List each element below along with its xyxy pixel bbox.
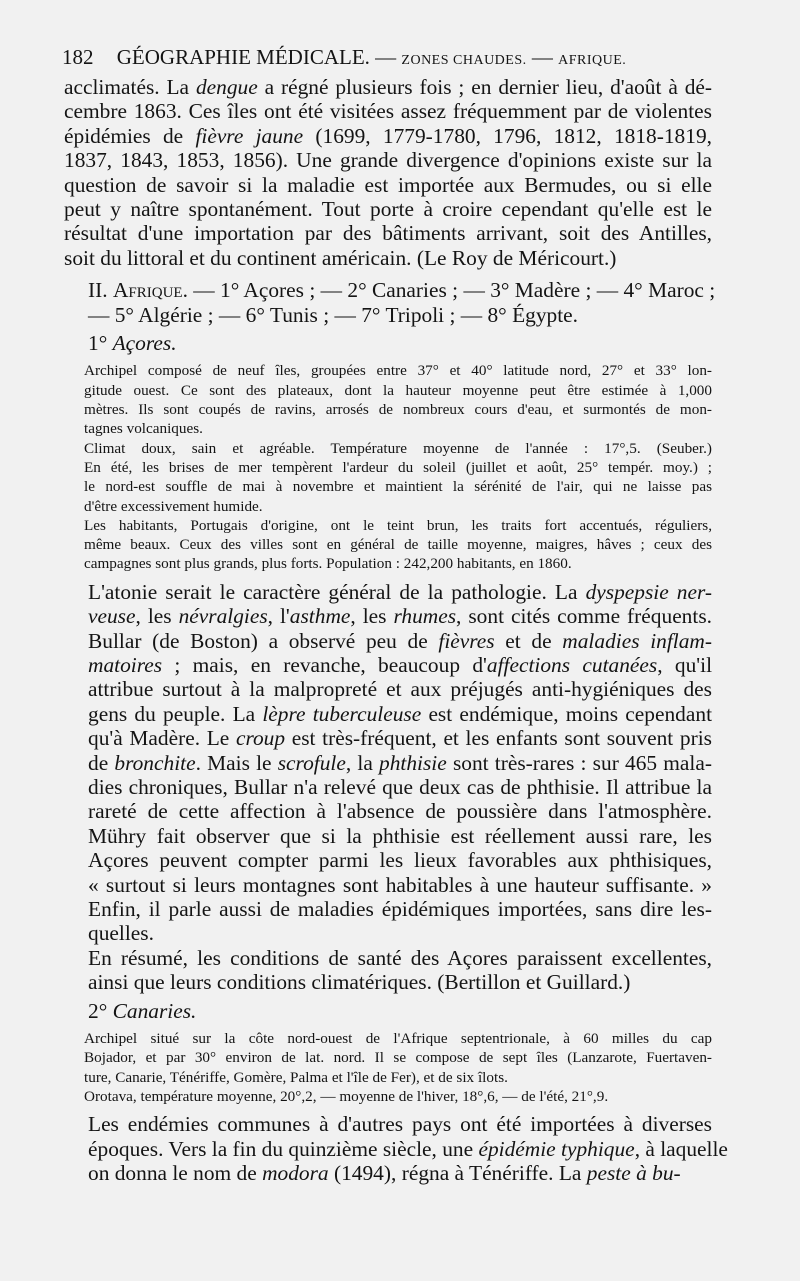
text-line <box>64 361 712 380</box>
text-run: époques. Vers la fin du quinzième siècle, une <box>88 1136 479 1161</box>
text-line <box>64 124 712 148</box>
text-line <box>64 400 712 419</box>
text-run: Enfin, il parle aussi de maladies épidémiques importées, sans dire les- <box>88 897 712 922</box>
italic-term: dengue <box>195 75 258 99</box>
text-line <box>64 629 712 653</box>
text-line <box>64 278 716 303</box>
italic-term: bronchite <box>114 750 196 775</box>
italic-term: Canaries. <box>112 998 197 1023</box>
text-line <box>64 1161 712 1185</box>
italic-term: asthme <box>289 604 351 629</box>
italic-term: fièvres <box>438 628 495 653</box>
text-line <box>64 921 712 945</box>
text-line <box>64 775 712 799</box>
italic-term: affections cutanées <box>486 652 658 677</box>
text-run: Climat doux, sain et agréable. Température moyenne de l'année : 17°,5. (Seuber.) <box>84 439 712 457</box>
section-title: Afrique. <box>112 278 188 303</box>
text-run: le nord-est souffle de mai à novembre et maintient la sérénité de l'air, qui ne laisse pas <box>84 478 712 496</box>
text-run: (1494), régna à Ténériffe. La <box>328 1161 587 1186</box>
text-run: on donna le nom de <box>88 1161 263 1186</box>
text-run: attribue surtout à la malpropreté et aux préjugés anti-hygiéniques des <box>88 677 712 702</box>
acores-inhabitants <box>64 516 712 574</box>
text-line <box>64 604 712 628</box>
text-line <box>64 303 712 327</box>
text-line <box>64 535 712 554</box>
text-run: , les <box>135 604 179 629</box>
text-line <box>64 75 712 99</box>
text-run: (1699, 1779-1780, 1796, 1812, 1818-1819, <box>303 123 712 148</box>
text-run: ainsi que leurs conditions climatériques. (Bertillon et Guillard.) <box>88 970 631 995</box>
text-run: Açores peuvent compter parmi les lieux favorables aux phthisiques, <box>88 848 712 873</box>
canaries-climate <box>64 1087 712 1106</box>
text-run: épidémies de <box>64 123 196 148</box>
bermudes-paragraph <box>64 75 712 270</box>
text-run: Orotava, température moyenne, 20°,2, — moyenne de l'hiver, 18°,6, — de l'été, 21°,9. <box>84 1087 609 1105</box>
text-run: . Mais le <box>195 750 278 775</box>
italic-term: fièvre jaune <box>195 123 304 148</box>
text-run: quelles. <box>88 921 154 946</box>
text-run: « surtout si leurs montagnes sont habitables à une hauteur suffisante. » <box>88 872 712 897</box>
text-run: est très-fréquent, et les enfants sont souvent pris <box>285 726 712 751</box>
page-number: 182 <box>62 45 94 69</box>
text-line <box>64 173 712 197</box>
text-line <box>64 1112 712 1136</box>
text-run: Les habitants, Portugais d'origine, ont le teint brun, les traits fort accentués, réguliers, <box>84 516 712 534</box>
acores-summary-paragraph <box>64 946 712 995</box>
text-run: Les endémies communes à d'autres pays ont été importées à diverses <box>88 1112 712 1137</box>
text-line <box>64 1068 712 1087</box>
italic-term: croup <box>235 726 286 751</box>
text-run: , la <box>345 750 380 775</box>
text-line <box>64 381 712 400</box>
text-run: rareté de cette affection à l'absence de poussière dans l'atmosphère. <box>88 799 712 824</box>
text-line <box>64 419 712 438</box>
text-run: tagnes volcaniques. <box>84 420 203 438</box>
region-label: AFRIQUE. <box>558 53 627 68</box>
header-separator: — <box>531 45 553 69</box>
text-line <box>64 197 712 221</box>
text-run: En été, les brises de mer tempèrent l'ardeur du soleil (juillet et août, 25° tempér. moy.) ; <box>84 458 712 476</box>
text-run: Archipel situé sur la côte nord-ouest de l'Afrique septentrionale, à 60 milles du cap <box>84 1030 712 1048</box>
text-line <box>64 246 712 270</box>
heading-line <box>64 999 712 1023</box>
text-line <box>64 946 712 970</box>
text-run: Archipel composé de neuf îles, groupées entre 37° et 40° latitude nord, 27° et 33° lon- <box>84 362 712 380</box>
text-run: II. <box>88 278 113 303</box>
italic-term: maladies inflam- <box>562 628 712 653</box>
text-run: gens du peuple. La <box>88 701 263 726</box>
text-run: soit du littoral et du continent américain. (Le Roy de Méricourt.) <box>64 245 617 270</box>
text-run: qu'à Madère. Le <box>88 726 236 751</box>
text-run: 2° <box>88 998 113 1023</box>
text-line <box>64 477 712 496</box>
text-line <box>64 148 712 172</box>
italic-term: veuse <box>88 604 136 629</box>
acores-pathology-paragraph <box>64 580 712 946</box>
text-run: mètres. Ils sont coupés de ravins, arrosés de nombreux cours d'eau, et surmontés de mon- <box>84 401 712 419</box>
text-run: et de <box>494 628 563 653</box>
text-run: ture, Canarie, Ténériffe, Gomère, Palma et l'île de Fer), et de six îlots. <box>84 1068 508 1086</box>
canaries-description <box>64 1029 712 1087</box>
text-run: résultat d'une importation par des bâtiments arrivant, soit des Antilles, <box>64 221 712 246</box>
text-run: campagnes sont plus grands, plus forts. Population : 242,200 habitants, en 1860. <box>84 555 572 573</box>
italic-term: épidémie typhique <box>478 1136 635 1161</box>
italic-term: modora <box>262 1161 329 1186</box>
text-run: question de savoir si la maladie est importée aux Bermudes, ou si elle <box>64 172 712 197</box>
text-run: a régné plusieurs fois ; en dernier lieu, d'août à dé- <box>257 75 713 99</box>
text-line <box>64 554 712 573</box>
acores-description <box>64 361 712 438</box>
text-line <box>64 799 712 823</box>
running-header <box>62 44 722 74</box>
italic-term: phthisie <box>379 750 447 775</box>
text-line <box>64 458 712 477</box>
text-run: d'être excessivement humide. <box>84 497 263 515</box>
text-line <box>64 497 712 516</box>
italic-term: matoires <box>88 652 163 677</box>
text-line <box>64 580 712 604</box>
text-run: gitude ouest. Ce sont des plateaux, dont la hauteur moyenne peut être estimée à 1,000 <box>84 381 712 399</box>
text-run: — 5° Algérie ; — 6° Tunis ; — 7° Tripoli ; — 8° Égypte. <box>88 302 579 327</box>
text-run: de <box>88 750 115 775</box>
text-line <box>64 1048 712 1067</box>
text-line <box>64 1136 728 1161</box>
text-line <box>64 824 712 848</box>
text-run: , les <box>350 604 394 629</box>
text-run: peut y naître spontanément. Tout porte à croire cependant qu'elle est le <box>64 197 712 222</box>
text-run: , qu'il <box>657 652 713 677</box>
text-run: ; mais, en revanche, beaucoup d' <box>162 652 487 677</box>
text-line <box>64 702 712 726</box>
page-body <box>64 75 728 1186</box>
text-run: acclimatés. La <box>64 75 196 99</box>
italic-term: rhumes <box>393 604 457 629</box>
header-separator: — <box>375 45 397 69</box>
text-line <box>64 848 712 872</box>
canaries-subheading <box>64 999 712 1023</box>
italic-term: dyspepsie ner- <box>585 579 713 604</box>
text-run: En résumé, les conditions de santé des Açores paraissent excellentes, <box>88 945 712 970</box>
text-line <box>64 653 712 677</box>
text-run: Mühry fait observer que si la phthisie est réellement aussi rare, les <box>88 823 712 848</box>
text-line <box>64 751 712 775</box>
italic-term: peste à bu- <box>586 1161 681 1186</box>
text-line <box>64 677 712 701</box>
text-line <box>64 516 712 535</box>
acores-subheading <box>64 331 712 355</box>
text-run: , l' <box>267 604 290 629</box>
text-line <box>64 897 712 921</box>
text-run: est endémique, moins cependant <box>421 701 713 726</box>
text-line <box>64 439 712 458</box>
text-run: Bojador, et par 30° environ de lat. nord. Il se compose de sept îles (Lanzarote, Fuertaven- <box>84 1049 712 1067</box>
text-line <box>64 221 712 245</box>
book-title: GÉOGRAPHIE MÉDICALE. <box>116 45 370 69</box>
acores-climate <box>64 439 712 516</box>
text-run: , sont cités comme fréquents. <box>456 604 712 629</box>
text-run: 1° <box>88 331 113 356</box>
text-line <box>64 99 712 123</box>
text-run: cembre 1863. Ces îles ont été visitées assez fréquemment par de violentes <box>64 99 712 124</box>
zone-label: ZONES CHAUDES. <box>401 53 527 68</box>
text-line <box>64 1029 712 1048</box>
italic-term: Açores. <box>112 331 177 356</box>
italic-term: scrofule <box>277 750 346 775</box>
text-line <box>64 1087 712 1106</box>
text-run: sont très-rares : sur 465 mala- <box>446 750 712 775</box>
italic-term: lèpre tuberculeuse <box>262 701 422 726</box>
text-line <box>64 970 712 994</box>
text-run: même beaux. Ceux des villes sont en général de taille moyenne, maigres, hâves ; ceux des <box>84 536 712 554</box>
heading-line <box>64 331 712 355</box>
text-run: dies chroniques, Bullar n'a relevé que deux cas de phthisie. Il attribue la <box>88 774 712 799</box>
text-run: Bullar (de Boston) a observé peu de <box>88 628 439 653</box>
text-line <box>64 726 712 750</box>
text-run: 1837, 1843, 1853, 1856). Une grande divergence d'opinions existe sur la <box>64 148 712 173</box>
text-run: L'atonie serait le caractère général de la pathologie. La <box>88 579 586 604</box>
text-run: , à laquelle <box>634 1136 728 1161</box>
italic-term: névralgies <box>178 604 268 629</box>
canaries-endemics-paragraph <box>64 1112 728 1186</box>
text-line <box>64 873 712 897</box>
text-run: — 1° Açores ; — 2° Canaries ; — 3° Madère ; — 4° Maroc ; <box>187 278 716 303</box>
afrique-section-heading <box>64 278 716 327</box>
